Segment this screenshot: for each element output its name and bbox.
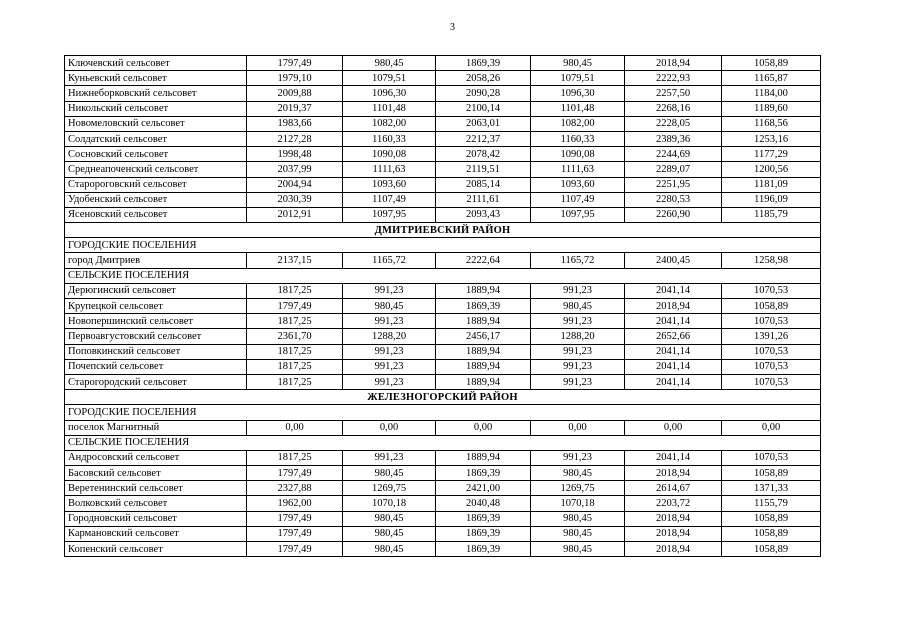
section-title: ГОРОДСКИЕ ПОСЕЛЕНИЯ [65,238,821,253]
tariff-value-cell: 980,45 [531,299,625,314]
settlement-name-cell: Сосновский сельсовет [65,147,247,162]
table-row [65,56,821,71]
settlement-name-cell: Первоавгустовский сельсовет [65,329,247,344]
tariff-value-cell: 2018,94 [625,542,722,557]
settlement-name-cell: Кармановский сельсовет [65,526,247,541]
tariff-value-cell: 1070,53 [722,374,821,389]
tariff-value-cell: 1797,49 [247,542,343,557]
settlement-name-cell: Солдатский сельсовет [65,131,247,146]
tariff-value-cell: 2652,66 [625,329,722,344]
tariff-value-cell: 2268,16 [625,101,722,116]
table-row [65,131,821,146]
tariff-value-cell: 1817,25 [247,359,343,374]
tariff-value-cell: 2280,53 [625,192,722,207]
tariff-value-cell: 2127,28 [247,131,343,146]
settlement-name-cell: Поповкинский сельсовет [65,344,247,359]
table-row [65,116,821,131]
tariff-value-cell: 2085,14 [436,177,531,192]
tariff-value-cell: 2421,00 [436,481,531,496]
settlement-name-cell: Никольский сельсовет [65,101,247,116]
settlement-name-cell: Старогородский сельсовет [65,374,247,389]
tariff-value-cell: 2004,94 [247,177,343,192]
tariff-value-cell: 1160,33 [343,131,436,146]
tariff-value-cell: 1096,30 [531,86,625,101]
tariff-value-cell: 0,00 [343,420,436,435]
tariff-value-cell: 991,23 [531,314,625,329]
district-header-row [65,223,821,238]
table-row [65,329,821,344]
tariff-value-cell: 991,23 [531,283,625,298]
tariff-value-cell: 1253,16 [722,131,821,146]
tariff-value-cell: 2018,94 [625,511,722,526]
tariff-value-cell: 1079,51 [343,71,436,86]
tariff-value-cell: 0,00 [625,420,722,435]
tariff-value-cell: 1070,18 [531,496,625,511]
tariff-value-cell: 1869,39 [436,526,531,541]
tariff-value-cell: 2037,99 [247,162,343,177]
table-row [65,314,821,329]
tariff-value-cell: 2260,90 [625,207,722,222]
table-row [65,344,821,359]
tariff-value-cell: 2389,36 [625,131,722,146]
tariff-value-cell: 980,45 [531,56,625,71]
tariff-value-cell: 1258,98 [722,253,821,268]
tariff-value-cell: 1090,08 [343,147,436,162]
tariff-table-body [65,56,821,557]
tariff-value-cell: 1101,48 [531,101,625,116]
table-row [65,511,821,526]
section-header-row [65,435,821,450]
tariff-value-cell: 2137,15 [247,253,343,268]
tariff-value-cell: 2019,37 [247,101,343,116]
tariff-value-cell: 980,45 [343,542,436,557]
tariff-value-cell: 1165,87 [722,71,821,86]
district-title: ДМИТРИЕВСКИЙ РАЙОН [65,223,821,238]
tariff-value-cell: 1817,25 [247,374,343,389]
settlement-name-cell: Волковский сельсовет [65,496,247,511]
tariff-value-cell: 980,45 [343,466,436,481]
tariff-value-cell: 2203,72 [625,496,722,511]
tariff-value-cell: 1797,49 [247,299,343,314]
tariff-value-cell: 1070,18 [343,496,436,511]
tariff-value-cell: 2058,26 [436,71,531,86]
table-row [65,299,821,314]
tariff-value-cell: 991,23 [343,283,436,298]
settlement-name-cell: Новопершинский сельсовет [65,314,247,329]
tariff-value-cell: 1107,49 [343,192,436,207]
settlement-name-cell: Городновский сельсовет [65,511,247,526]
tariff-value-cell: 1185,79 [722,207,821,222]
tariff-value-cell: 1058,89 [722,299,821,314]
tariff-value-cell: 1111,63 [531,162,625,177]
tariff-value-cell: 0,00 [722,420,821,435]
tariff-value-cell: 1058,89 [722,466,821,481]
tariff-value-cell: 2012,91 [247,207,343,222]
section-header-row [65,405,821,420]
tariff-value-cell: 1817,25 [247,314,343,329]
tariff-value-cell: 1070,53 [722,359,821,374]
tariff-value-cell: 1093,60 [531,177,625,192]
tariff-value-cell: 1082,00 [343,116,436,131]
settlement-name-cell: Старороговский сельсовет [65,177,247,192]
tariff-value-cell: 2327,88 [247,481,343,496]
tariff-value-cell: 2018,94 [625,466,722,481]
tariff-value-cell: 1869,39 [436,466,531,481]
tariff-value-cell: 0,00 [247,420,343,435]
tariff-value-cell: 1371,33 [722,481,821,496]
settlement-name-cell: Андросовский сельсовет [65,450,247,465]
table-row [65,253,821,268]
tariff-value-cell: 1070,53 [722,344,821,359]
tariff-value-cell: 991,23 [531,344,625,359]
tariff-value-cell: 1093,60 [343,177,436,192]
tariff-value-cell: 1184,00 [722,86,821,101]
tariff-value-cell: 2222,93 [625,71,722,86]
settlement-name-cell: Копенский сельсовет [65,542,247,557]
tariff-value-cell: 991,23 [343,314,436,329]
settlement-name-cell: Нижнеборковский сельсовет [65,86,247,101]
tariff-value-cell: 2361,70 [247,329,343,344]
tariff-value-cell: 1797,49 [247,56,343,71]
tariff-value-cell: 1200,56 [722,162,821,177]
settlement-name-cell: поселок Магнитный [65,420,247,435]
table-row [65,496,821,511]
tariff-value-cell: 2041,14 [625,314,722,329]
tariff-value-cell: 1889,94 [436,344,531,359]
table-row [65,147,821,162]
tariff-value-cell: 1889,94 [436,314,531,329]
tariff-value-cell: 1869,39 [436,542,531,557]
tariff-value-cell: 1269,75 [343,481,436,496]
table-row [65,86,821,101]
tariff-value-cell: 1869,39 [436,56,531,71]
table-row [65,542,821,557]
tariff-value-cell: 2041,14 [625,344,722,359]
tariff-value-cell: 2251,95 [625,177,722,192]
table-row [65,71,821,86]
tariff-value-cell: 1983,66 [247,116,343,131]
settlement-name-cell: Дерюгинский сельсовет [65,283,247,298]
table-row [65,466,821,481]
section-header-row [65,268,821,283]
tariff-value-cell: 2212,37 [436,131,531,146]
tariff-value-cell: 991,23 [531,374,625,389]
tariff-value-cell: 991,23 [531,359,625,374]
tariff-value-cell: 1070,53 [722,283,821,298]
tariff-value-cell: 1058,89 [722,56,821,71]
tariff-value-cell: 1196,09 [722,192,821,207]
table-row [65,192,821,207]
tariff-value-cell: 2041,14 [625,450,722,465]
tariff-value-cell: 2063,01 [436,116,531,131]
tariff-value-cell: 980,45 [531,526,625,541]
tariff-value-cell: 980,45 [531,466,625,481]
settlement-name-cell: Ключевский сельсовет [65,56,247,71]
settlement-name-cell: Среднеапоченский сельсовет [65,162,247,177]
tariff-value-cell: 1817,25 [247,344,343,359]
tariff-value-cell: 1070,53 [722,450,821,465]
district-title: ЖЕЛЕЗНОГОРСКИЙ РАЙОН [65,390,821,405]
settlement-name-cell: Веретенинский сельсовет [65,481,247,496]
tariff-value-cell: 2400,45 [625,253,722,268]
section-header-row [65,238,821,253]
table-row [65,374,821,389]
tariff-value-cell: 2093,43 [436,207,531,222]
tariff-value-cell: 1869,39 [436,299,531,314]
table-row [65,162,821,177]
settlement-name-cell: Куньевский сельсовет [65,71,247,86]
tariff-value-cell: 2041,14 [625,283,722,298]
table-row [65,207,821,222]
tariff-value-cell: 1097,95 [343,207,436,222]
tariff-value-cell: 1082,00 [531,116,625,131]
tariff-value-cell: 1998,48 [247,147,343,162]
tariff-value-cell: 2111,61 [436,192,531,207]
table-row [65,177,821,192]
tariff-value-cell: 1155,79 [722,496,821,511]
tariff-value-cell: 1177,29 [722,147,821,162]
table-row [65,101,821,116]
tariff-value-cell: 2456,17 [436,329,531,344]
table-row [65,420,821,435]
tariff-value-cell: 2078,42 [436,147,531,162]
tariff-value-cell: 2119,51 [436,162,531,177]
tariff-value-cell: 2041,14 [625,374,722,389]
tariff-value-cell: 0,00 [436,420,531,435]
tariff-value-cell: 991,23 [531,450,625,465]
settlement-name-cell: Басовский сельсовет [65,466,247,481]
tariff-value-cell: 991,23 [343,374,436,389]
tariff-value-cell: 1962,00 [247,496,343,511]
tariff-value-cell: 1189,60 [722,101,821,116]
tariff-value-cell: 1165,72 [343,253,436,268]
table-row [65,450,821,465]
tariff-value-cell: 980,45 [343,526,436,541]
tariff-value-cell: 1979,10 [247,71,343,86]
tariff-value-cell: 1391,26 [722,329,821,344]
tariff-value-cell: 2244,69 [625,147,722,162]
tariff-value-cell: 1288,20 [343,329,436,344]
table-row [65,526,821,541]
page-number: 3 [450,22,455,33]
tariff-value-cell: 1797,49 [247,466,343,481]
tariff-value-cell: 1797,49 [247,526,343,541]
tariff-value-cell: 1058,89 [722,511,821,526]
tariff-value-cell: 1869,39 [436,511,531,526]
tariff-value-cell: 1889,94 [436,374,531,389]
tariff-value-cell: 1817,25 [247,450,343,465]
tariff-value-cell: 2289,07 [625,162,722,177]
tariff-value-cell: 1111,63 [343,162,436,177]
settlement-name-cell: Почепский сельсовет [65,359,247,374]
settlement-name-cell: Ясеновский сельсовет [65,207,247,222]
tariff-value-cell: 2018,94 [625,299,722,314]
tariff-value-cell: 2041,14 [625,359,722,374]
tariff-value-cell: 980,45 [531,542,625,557]
tariff-value-cell: 991,23 [343,450,436,465]
tariff-value-cell: 1889,94 [436,450,531,465]
tariff-value-cell: 1097,95 [531,207,625,222]
tariff-value-cell: 1058,89 [722,526,821,541]
tariff-value-cell: 1889,94 [436,359,531,374]
tariff-value-cell: 1160,33 [531,131,625,146]
tariff-value-cell: 2018,94 [625,526,722,541]
tariff-value-cell: 2222,64 [436,253,531,268]
tariff-value-cell: 1101,48 [343,101,436,116]
tariff-value-cell: 991,23 [343,359,436,374]
tariff-value-cell: 980,45 [343,299,436,314]
tariff-value-cell: 2030,39 [247,192,343,207]
tariff-value-cell: 1165,72 [531,253,625,268]
tariff-value-cell: 2009,88 [247,86,343,101]
tariff-value-cell: 1269,75 [531,481,625,496]
section-title: СЕЛЬСКИЕ ПОСЕЛЕНИЯ [65,435,821,450]
tariff-value-cell: 1889,94 [436,283,531,298]
tariff-value-cell: 1797,49 [247,511,343,526]
tariff-value-cell: 2100,14 [436,101,531,116]
tariff-value-cell: 0,00 [531,420,625,435]
tariff-value-cell: 980,45 [343,56,436,71]
tariff-value-cell: 980,45 [343,511,436,526]
tariff-value-cell: 2228,05 [625,116,722,131]
tariff-value-cell: 1090,08 [531,147,625,162]
section-title: ГОРОДСКИЕ ПОСЕЛЕНИЯ [65,405,821,420]
table-row [65,481,821,496]
settlement-name-cell: город Дмитриев [65,253,247,268]
tariff-value-cell: 1070,53 [722,314,821,329]
tariff-value-cell: 1181,09 [722,177,821,192]
tariff-table [64,55,821,557]
table-row [65,359,821,374]
settlement-name-cell: Новомеловский сельсовет [65,116,247,131]
tariff-value-cell: 1096,30 [343,86,436,101]
section-title: СЕЛЬСКИЕ ПОСЕЛЕНИЯ [65,268,821,283]
tariff-value-cell: 1817,25 [247,283,343,298]
tariff-value-cell: 2018,94 [625,56,722,71]
tariff-value-cell: 1168,56 [722,116,821,131]
tariff-value-cell: 2040,48 [436,496,531,511]
tariff-value-cell: 1288,20 [531,329,625,344]
district-header-row [65,390,821,405]
tariff-value-cell: 2614,67 [625,481,722,496]
settlement-name-cell: Крупецкой сельсовет [65,299,247,314]
tariff-value-cell: 1058,89 [722,542,821,557]
tariff-value-cell: 991,23 [343,344,436,359]
table-row [65,283,821,298]
tariff-value-cell: 2257,50 [625,86,722,101]
settlement-name-cell: Удобенский сельсовет [65,192,247,207]
tariff-value-cell: 1107,49 [531,192,625,207]
tariff-value-cell: 1079,51 [531,71,625,86]
tariff-value-cell: 980,45 [531,511,625,526]
tariff-value-cell: 2090,28 [436,86,531,101]
